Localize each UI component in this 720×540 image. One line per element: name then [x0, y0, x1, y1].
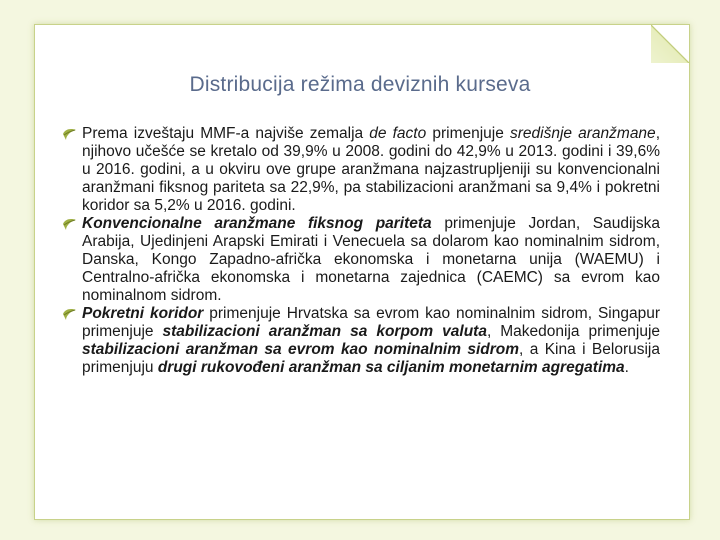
leaf-bullet-icon [62, 307, 77, 321]
emphasized-text: Konvencionalne aranžmane fiksnog pariteta [82, 215, 432, 232]
emphasized-text: središnje aranžmane [509, 125, 656, 142]
leaf-bullet-icon [62, 217, 77, 231]
text-run: primenjuje Jordan, Saudijska Arabija, Ujedinjeni Arapski Emirati i Venecuela sa dolarom kao nominalnim sidrom, Danska, Kongo Zapadno-afrička ekonomska i monetarna unija (WAEMU) i Centralno-afrička ekonomska i monetarna zajednica (CAEMC) sa evrom kao nominalnom sidrom. [82, 215, 660, 304]
list-item [62, 125, 660, 215]
text-run: , a Kina i Belorusija primenjuju [82, 341, 660, 376]
emphasized-text: drugi rukovođeni aranžman sa ciljanim monetarnim agregatima [157, 359, 625, 376]
emphasized-text: Pokretni koridor [82, 305, 204, 322]
text-run: Prema izveštaju MMF-a najviše zemalja [82, 125, 370, 142]
emphasized-text: stabilizacioni aranžman sa korpom valuta [162, 323, 487, 340]
bullet-list [62, 125, 660, 377]
text-run: , njihovo učešće se kretalo od 39,9% u 2008. godini do 42,9% u 2013. godini i 39,6% u 2016. godini, a u okviru ove grupe aranžmana najzastrupljeniji su konvencionalni aranžmani fiksnog pariteta sa 22,9%, pa stabilizacioni aranžmani sa 9,4% i pokretni koridor sa 5,2% u 2016. godini. [82, 125, 660, 214]
text-run: , Makedonija primenjuje [486, 323, 661, 340]
paragraph-text [82, 305, 660, 377]
list-item [62, 305, 660, 377]
slide-title: Distribucija režima deviznih kurseva [189, 73, 531, 96]
leaf-bullet-icon [62, 127, 77, 141]
text-run: primenjuje Hrvatska sa evrom kao nominalnim sidrom, Singapur primenjuje [82, 305, 660, 340]
emphasized-text: de facto [369, 125, 427, 142]
paragraph-text [82, 215, 660, 305]
list-item [62, 215, 660, 305]
text-run: . [624, 359, 629, 376]
paragraph-text [82, 125, 660, 215]
emphasized-text: stabilizacioni aranžman sa evrom kao nominalnim sidrom [82, 341, 520, 358]
text-run: primenjuje [426, 125, 510, 142]
page-corner-fold [651, 25, 689, 63]
